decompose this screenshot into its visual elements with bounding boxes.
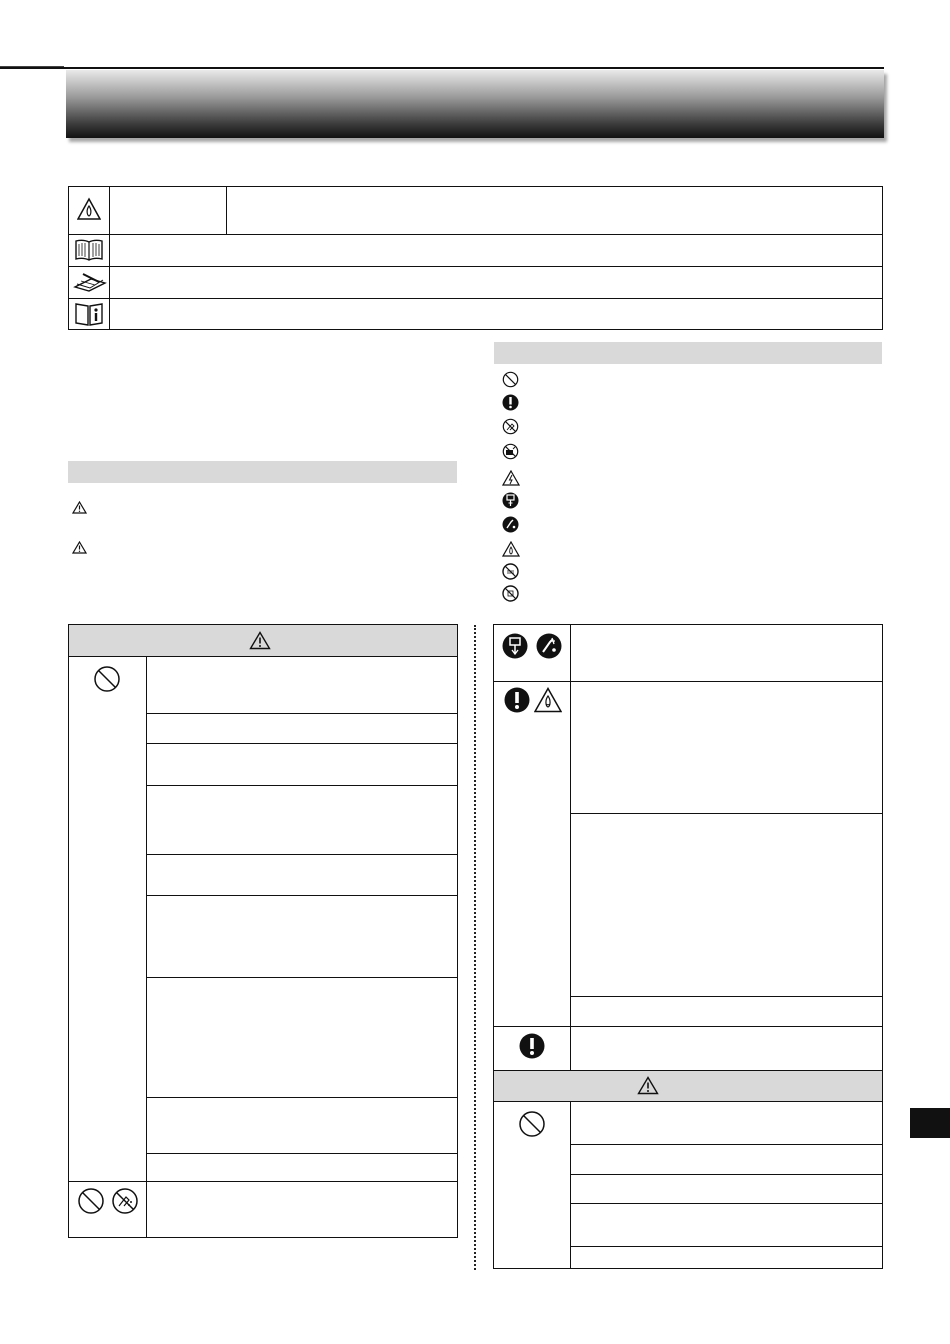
flammable-warning-icon [77,197,101,221]
electric-shock-icon [502,470,520,486]
turn-off-breaker-icon [502,516,519,533]
unplug-icon [502,633,528,659]
right-warning-table [493,624,883,1269]
flammable-icon [534,687,562,713]
prohibited-icon [502,371,519,388]
mandatory-icon [502,394,519,411]
right-section-heading [494,342,882,364]
no-finger-icon [502,563,519,580]
service-manual-icon [73,271,107,293]
prohibited-icon [77,1187,105,1215]
caution-triangle-icon [72,541,87,554]
prohibited-icon [93,665,121,693]
info-manual-icon [74,301,104,327]
left-section-heading [68,461,457,483]
no-wet-hands-icon [502,418,519,435]
warning-table [68,624,458,1238]
no-wet-hands-icon [111,1187,139,1215]
symbol-table [68,186,883,330]
caution-header-icon [637,1076,659,1095]
top-rule [0,67,884,69]
prohibited-icon [518,1110,546,1138]
flammable-icon [502,541,520,557]
warning-triangle-icon [72,501,87,514]
read-manual-icon [74,238,104,262]
column-divider [474,625,476,1270]
chapter-tab [910,1108,950,1138]
no-object-icon [502,585,519,602]
mandatory-icon [504,687,530,713]
page-title-band [66,70,884,138]
mandatory-icon [519,1033,545,1059]
turn-off-breaker-icon [536,633,562,659]
unplug-icon [502,492,519,509]
warning-header-icon [249,631,271,650]
caution-table-header [494,1070,882,1102]
no-water-icon [502,443,519,460]
